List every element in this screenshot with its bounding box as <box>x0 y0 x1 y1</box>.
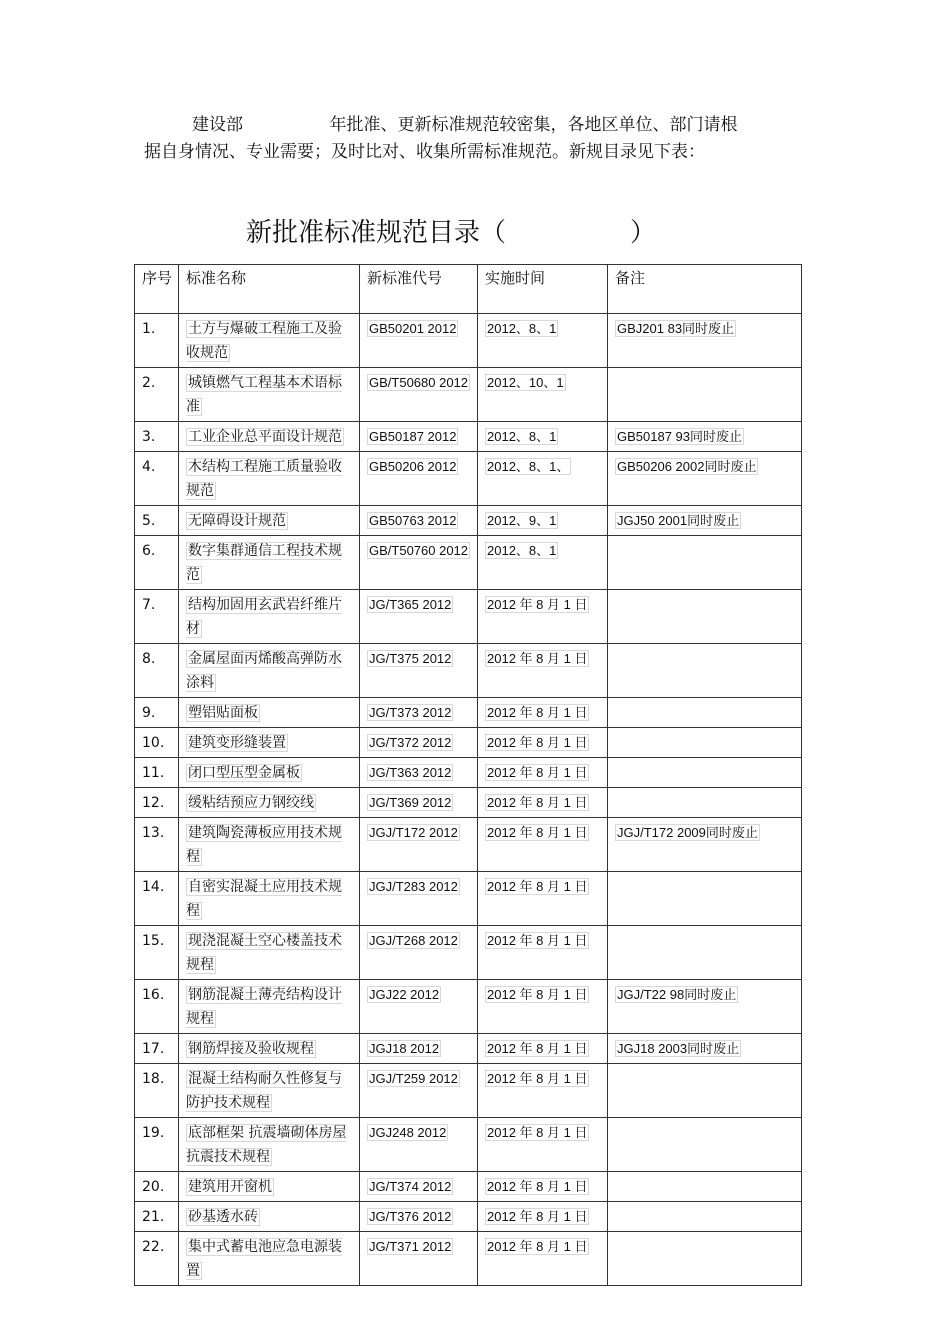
cell-name-text: 底部框架 抗震墙砌体房屋抗震技术规程 <box>186 1125 347 1165</box>
cell-code <box>360 1202 478 1232</box>
table-row <box>135 980 802 1034</box>
cell-date <box>478 728 608 758</box>
cell-code <box>360 368 478 422</box>
cell-note <box>608 368 802 422</box>
cell-name <box>179 1034 360 1064</box>
cell-code-text: JGJ22 2012 <box>369 987 440 1002</box>
cell-name <box>179 728 360 758</box>
cell-name <box>179 1064 360 1118</box>
cell-date <box>478 422 608 452</box>
cell-code <box>360 1232 478 1286</box>
table-row <box>135 728 802 758</box>
cell-no: 6. <box>135 536 179 590</box>
table-row <box>135 536 802 590</box>
table-row <box>135 506 802 536</box>
cell-date-text: 2012 年 8 月 1 日 <box>487 1071 588 1086</box>
table-row <box>135 872 802 926</box>
cell-date <box>478 1118 608 1172</box>
cell-name <box>179 314 360 368</box>
cell-note <box>608 1172 802 1202</box>
cell-code <box>360 452 478 506</box>
cell-date-text: 2012 年 8 月 1 日 <box>487 1239 588 1254</box>
cell-no: 15. <box>135 926 179 980</box>
cell-date <box>478 590 608 644</box>
cell-code-text: JGJ248 2012 <box>369 1125 447 1140</box>
cell-name-text: 闭口型压型金属板 <box>188 765 300 781</box>
table-row <box>135 818 802 872</box>
cell-no: 14. <box>135 872 179 926</box>
cell-name-text: 工业企业总平面设计规范 <box>188 429 342 445</box>
cell-no: 19. <box>135 1118 179 1172</box>
cell-name <box>179 590 360 644</box>
table-row <box>135 314 802 368</box>
cell-code-text: JGJ/T283 2012 <box>369 879 458 894</box>
cell-no: 4. <box>135 452 179 506</box>
cell-code <box>360 1118 478 1172</box>
cell-code <box>360 590 478 644</box>
cell-name-text: 建筑陶瓷薄板应用技术规程 <box>186 825 342 865</box>
cell-note <box>608 422 802 452</box>
cell-code <box>360 980 478 1034</box>
table-row <box>135 1202 802 1232</box>
cell-no: 5. <box>135 506 179 536</box>
cell-date <box>478 872 608 926</box>
cell-date-text: 2012 年 8 月 1 日 <box>487 651 588 666</box>
cell-note <box>608 1034 802 1064</box>
cell-name <box>179 1232 360 1286</box>
cell-code <box>360 1064 478 1118</box>
intro-line-2: 据自身情况、专业需要；及时比对、收集所需标准规范。新规目录见下表： <box>144 142 705 162</box>
cell-date <box>478 1034 608 1064</box>
cell-note-text: JGJ/T172 2009同时废止 <box>617 825 758 840</box>
cell-date <box>478 788 608 818</box>
cell-note <box>608 590 802 644</box>
table-row <box>135 422 802 452</box>
table-row <box>135 452 802 506</box>
cell-date-text: 2012、10、1 <box>487 375 564 390</box>
cell-name <box>179 644 360 698</box>
cell-name <box>179 1202 360 1232</box>
cell-code <box>360 314 478 368</box>
cell-code-text: JG/T363 2012 <box>369 765 452 780</box>
cell-name-text: 钢筋混凝土薄壳结构设计规程 <box>186 987 342 1027</box>
cell-name <box>179 818 360 872</box>
cell-code-text: JG/T371 2012 <box>369 1239 452 1254</box>
table-row <box>135 368 802 422</box>
table-row <box>135 758 802 788</box>
cell-code-text: JG/T373 2012 <box>369 705 452 720</box>
cell-code <box>360 698 478 728</box>
cell-date <box>478 698 608 728</box>
cell-date-text: 2012、8、1 <box>487 429 557 444</box>
cell-no: 1. <box>135 314 179 368</box>
page-title: 新批准标准规范目录（ ） <box>246 218 656 248</box>
cell-note-text: JGJ/T22 98同时废止 <box>617 987 737 1002</box>
cell-no: 17. <box>135 1034 179 1064</box>
cell-note-text: JGJ18 2003同时废止 <box>617 1041 740 1056</box>
cell-no: 7. <box>135 590 179 644</box>
cell-date-text: 2012、8、1 <box>487 321 557 336</box>
cell-note <box>608 1202 802 1232</box>
cell-date-text: 2012、9、1 <box>487 513 557 528</box>
cell-name <box>179 980 360 1034</box>
cell-name <box>179 872 360 926</box>
cell-no: 3. <box>135 422 179 452</box>
cell-name-text: 混凝土结构耐久性修复与防护技术规程 <box>186 1071 342 1111</box>
cell-name-text: 土方与爆破工程施工及验收规范 <box>186 321 342 361</box>
cell-code-text: GB/T50680 2012 <box>369 375 469 390</box>
cell-note <box>608 788 802 818</box>
cell-note <box>608 506 802 536</box>
cell-date-text: 2012、8、1 <box>487 543 557 558</box>
cell-name-text: 缓粘结预应力钢绞线 <box>188 795 314 811</box>
header-code: 新标准代号 <box>360 265 478 314</box>
cell-note <box>608 758 802 788</box>
cell-note-text: GBJ201 83同时废止 <box>617 321 735 336</box>
table-row <box>135 1172 802 1202</box>
table-header-row <box>135 265 802 314</box>
table-row <box>135 788 802 818</box>
cell-date <box>478 314 608 368</box>
cell-code <box>360 422 478 452</box>
cell-no: 13. <box>135 818 179 872</box>
cell-name <box>179 788 360 818</box>
cell-name <box>179 536 360 590</box>
cell-note <box>608 452 802 506</box>
cell-name-text: 建筑变形缝装置 <box>188 735 286 751</box>
cell-no: 10. <box>135 728 179 758</box>
cell-code <box>360 506 478 536</box>
table-row <box>135 590 802 644</box>
cell-code <box>360 536 478 590</box>
cell-code <box>360 1034 478 1064</box>
cell-name <box>179 422 360 452</box>
cell-name <box>179 1172 360 1202</box>
table-row <box>135 1064 802 1118</box>
cell-date-text: 2012 年 8 月 1 日 <box>487 1179 588 1194</box>
cell-note-text: JGJ50 2001同时废止 <box>617 513 740 528</box>
cell-name <box>179 506 360 536</box>
cell-note <box>608 536 802 590</box>
intro-line-1: 建设部 年批准、更新标准规范较密集，各地区单位、部门请根 <box>192 115 738 135</box>
cell-code <box>360 788 478 818</box>
cell-date <box>478 536 608 590</box>
cell-name-text: 金属屋面丙烯酸高弹防水涂料 <box>186 651 342 691</box>
table-row <box>135 644 802 698</box>
cell-name-text: 钢筋焊接及验收规程 <box>188 1041 314 1057</box>
standards-table <box>134 264 802 1286</box>
cell-code-text: JGJ/T172 2012 <box>369 825 458 840</box>
cell-note <box>608 314 802 368</box>
table-row <box>135 698 802 728</box>
cell-code-text: JG/T372 2012 <box>369 735 452 750</box>
cell-date-text: 2012 年 8 月 1 日 <box>487 825 588 840</box>
cell-no: 2. <box>135 368 179 422</box>
cell-code-text: JGJ18 2012 <box>369 1041 440 1056</box>
cell-name-text: 塑铝贴面板 <box>188 705 258 721</box>
cell-date <box>478 1064 608 1118</box>
cell-date <box>478 926 608 980</box>
cell-date-text: 2012 年 8 月 1 日 <box>487 879 588 894</box>
cell-date <box>478 506 608 536</box>
cell-note <box>608 872 802 926</box>
cell-code <box>360 1172 478 1202</box>
cell-date <box>478 818 608 872</box>
cell-code <box>360 872 478 926</box>
cell-code-text: GB/T50760 2012 <box>369 543 469 558</box>
table-body <box>135 314 802 1286</box>
cell-note <box>608 980 802 1034</box>
cell-note <box>608 1118 802 1172</box>
table-row <box>135 1034 802 1064</box>
cell-note <box>608 698 802 728</box>
cell-date <box>478 452 608 506</box>
cell-code-text: JG/T376 2012 <box>369 1209 452 1224</box>
cell-date-text: 2012 年 8 月 1 日 <box>487 765 588 780</box>
cell-note-text: GB50206 2002同时废止 <box>617 459 757 474</box>
header-note: 备注 <box>608 265 802 314</box>
cell-name-text: 木结构工程施工质量验收规范 <box>186 459 342 499</box>
cell-date-text: 2012 年 8 月 1 日 <box>487 597 588 612</box>
cell-code-text: GB50187 2012 <box>369 429 457 444</box>
cell-code-text: JG/T375 2012 <box>369 651 452 666</box>
cell-no: 21. <box>135 1202 179 1232</box>
cell-date-text: 2012 年 8 月 1 日 <box>487 795 588 810</box>
cell-no: 11. <box>135 758 179 788</box>
cell-note <box>608 644 802 698</box>
cell-date <box>478 644 608 698</box>
cell-name <box>179 1118 360 1172</box>
cell-date-text: 2012 年 8 月 1 日 <box>487 1041 588 1056</box>
cell-date <box>478 980 608 1034</box>
header-name: 标准名称 <box>179 265 360 314</box>
header-date: 实施时间 <box>478 265 608 314</box>
cell-name-text: 城镇燃气工程基本术语标准 <box>186 375 342 415</box>
cell-date-text: 2012 年 8 月 1 日 <box>487 705 588 720</box>
cell-code-text: JGJ/T268 2012 <box>369 933 458 948</box>
cell-note <box>608 818 802 872</box>
cell-note <box>608 926 802 980</box>
cell-date <box>478 1202 608 1232</box>
cell-date <box>478 1172 608 1202</box>
cell-code <box>360 926 478 980</box>
cell-no: 9. <box>135 698 179 728</box>
cell-no: 20. <box>135 1172 179 1202</box>
cell-name <box>179 368 360 422</box>
cell-name-text: 结构加固用玄武岩纤维片材 <box>186 597 342 637</box>
cell-name-text: 数字集群通信工程技术规范 <box>186 543 342 583</box>
cell-code <box>360 818 478 872</box>
cell-date-text: 2012 年 8 月 1 日 <box>487 1125 588 1140</box>
cell-note-text: GB50187 93同时废止 <box>617 429 743 444</box>
table-row <box>135 1118 802 1172</box>
cell-name <box>179 926 360 980</box>
cell-date-text: 2012 年 8 月 1 日 <box>487 933 588 948</box>
cell-name-text: 现浇混凝土空心楼盖技术规程 <box>186 933 342 973</box>
cell-date <box>478 1232 608 1286</box>
cell-code-text: GB50763 2012 <box>369 513 457 528</box>
cell-name <box>179 452 360 506</box>
cell-date-text: 2012 年 8 月 1 日 <box>487 987 588 1002</box>
cell-no: 8. <box>135 644 179 698</box>
cell-name-text: 集中式蓄电池应急电源装置 <box>186 1239 342 1279</box>
cell-date-text: 2012 年 8 月 1 日 <box>487 1209 588 1224</box>
cell-name-text: 自密实混凝土应用技术规程 <box>186 879 342 919</box>
cell-code-text: JG/T374 2012 <box>369 1179 452 1194</box>
cell-note <box>608 1064 802 1118</box>
cell-name-text: 无障碍设计规范 <box>188 513 286 529</box>
cell-date-text: 2012、8、1、 <box>487 459 570 474</box>
cell-date <box>478 758 608 788</box>
cell-name <box>179 698 360 728</box>
cell-date <box>478 368 608 422</box>
cell-date-text: 2012 年 8 月 1 日 <box>487 735 588 750</box>
table-row <box>135 926 802 980</box>
header-no: 序号 <box>135 265 179 314</box>
cell-note <box>608 1232 802 1286</box>
cell-code-text: JGJ/T259 2012 <box>369 1071 458 1086</box>
cell-code <box>360 644 478 698</box>
cell-code <box>360 728 478 758</box>
cell-note <box>608 728 802 758</box>
cell-no: 18. <box>135 1064 179 1118</box>
table-row <box>135 1232 802 1286</box>
cell-no: 16. <box>135 980 179 1034</box>
intro-paragraph <box>144 112 814 166</box>
cell-name-text: 砂基透水砖 <box>188 1209 258 1225</box>
cell-no: 22. <box>135 1232 179 1286</box>
cell-code-text: JG/T365 2012 <box>369 597 452 612</box>
cell-name <box>179 758 360 788</box>
cell-name-text: 建筑用开窗机 <box>188 1179 272 1195</box>
cell-code-text: JG/T369 2012 <box>369 795 452 810</box>
cell-code <box>360 758 478 788</box>
cell-code-text: GB50206 2012 <box>369 459 457 474</box>
cell-no: 12. <box>135 788 179 818</box>
cell-code-text: GB50201 2012 <box>369 321 457 336</box>
